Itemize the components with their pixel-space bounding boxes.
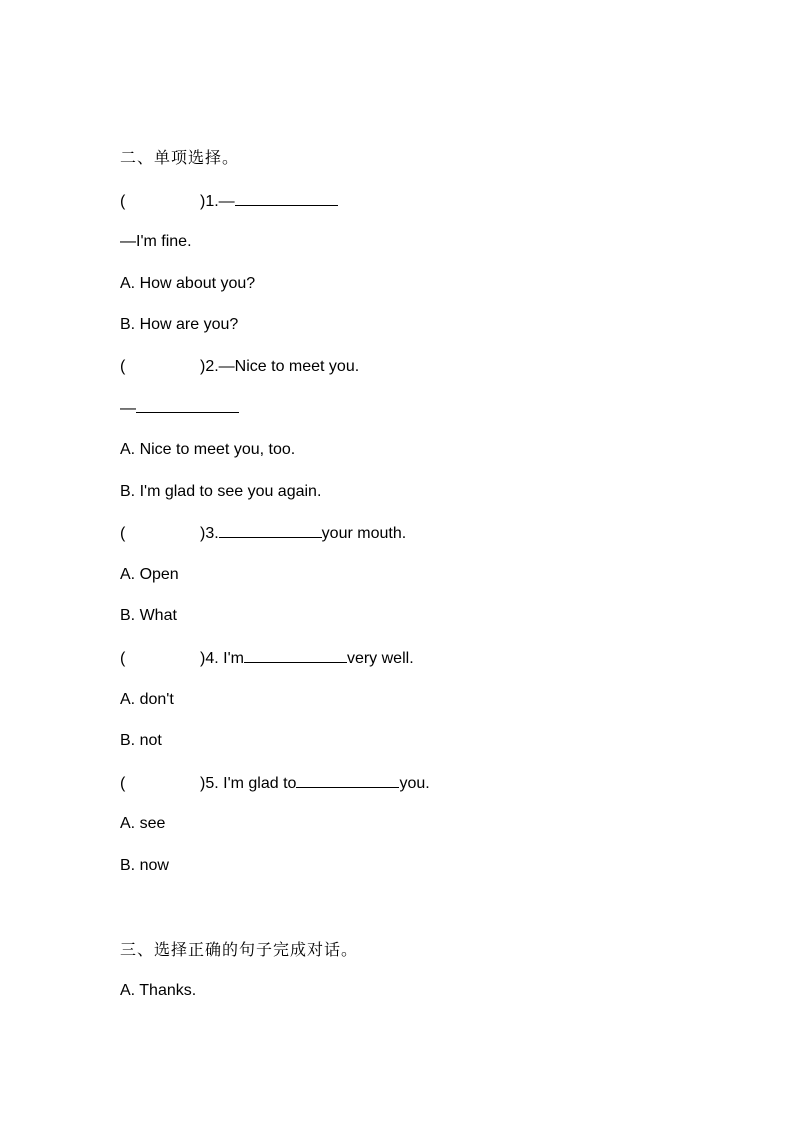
answer-blank[interactable] xyxy=(136,398,239,413)
reply-dash: — xyxy=(120,400,136,417)
question-4-option-b: B. not xyxy=(120,732,162,749)
question-1-reply: —I'm fine. xyxy=(120,233,192,250)
answer-paren-open: ( xyxy=(120,650,126,667)
question-5-option-b: B. now xyxy=(120,857,169,874)
section-2-title: 二、单项选择。 xyxy=(120,148,240,167)
question-number: 3. xyxy=(205,525,219,542)
answer-paren-close: ) xyxy=(200,358,206,375)
answer-paren-open: ( xyxy=(120,775,126,792)
section-3-title: 三、选择正确的句子完成对话。 xyxy=(120,940,359,959)
answer-paren-close: ) xyxy=(200,775,206,792)
answer-paren-close: ) xyxy=(200,193,206,210)
question-2 xyxy=(120,357,359,377)
question-1-option-a: A. How about you? xyxy=(120,275,256,292)
answer-paren-close: ) xyxy=(200,525,206,542)
question-3 xyxy=(120,523,406,544)
question-1 xyxy=(120,191,338,212)
answer-paren-open: ( xyxy=(120,525,126,542)
answer-paren-open: ( xyxy=(120,193,126,210)
question-3-option-b: B. What xyxy=(120,607,177,624)
question-2-option-b: B. I'm glad to see you again. xyxy=(120,483,322,500)
question-5 xyxy=(120,773,430,794)
question-3-option-a: A. Open xyxy=(120,566,179,583)
question-text: I'm glad to xyxy=(218,775,297,792)
question-text-end: you. xyxy=(399,775,430,792)
answer-blank[interactable] xyxy=(235,191,338,206)
question-4-option-a: A. don't xyxy=(120,691,174,708)
answer-paren-close: ) xyxy=(200,650,206,667)
section-3-option-a: A. Thanks. xyxy=(120,982,197,999)
question-2-reply xyxy=(120,398,239,419)
question-2-option-a: A. Nice to meet you, too. xyxy=(120,441,296,458)
question-text: — xyxy=(218,193,235,210)
question-number: 2. xyxy=(205,358,219,375)
answer-blank[interactable] xyxy=(296,773,399,788)
question-number: 1. xyxy=(205,193,219,210)
answer-blank[interactable] xyxy=(244,648,347,663)
question-1-option-b: B. How are you? xyxy=(120,316,239,333)
question-text: your mouth. xyxy=(321,525,407,542)
question-text-end: very well. xyxy=(346,650,414,667)
question-5-option-a: A. see xyxy=(120,815,166,832)
answer-paren-open: ( xyxy=(120,358,126,375)
answer-blank[interactable] xyxy=(219,523,322,538)
question-4 xyxy=(120,648,414,669)
question-text: I'm xyxy=(218,650,244,667)
question-number: 4. xyxy=(205,650,219,667)
question-number: 5. xyxy=(205,775,219,792)
question-text: —Nice to meet you. xyxy=(218,358,360,375)
